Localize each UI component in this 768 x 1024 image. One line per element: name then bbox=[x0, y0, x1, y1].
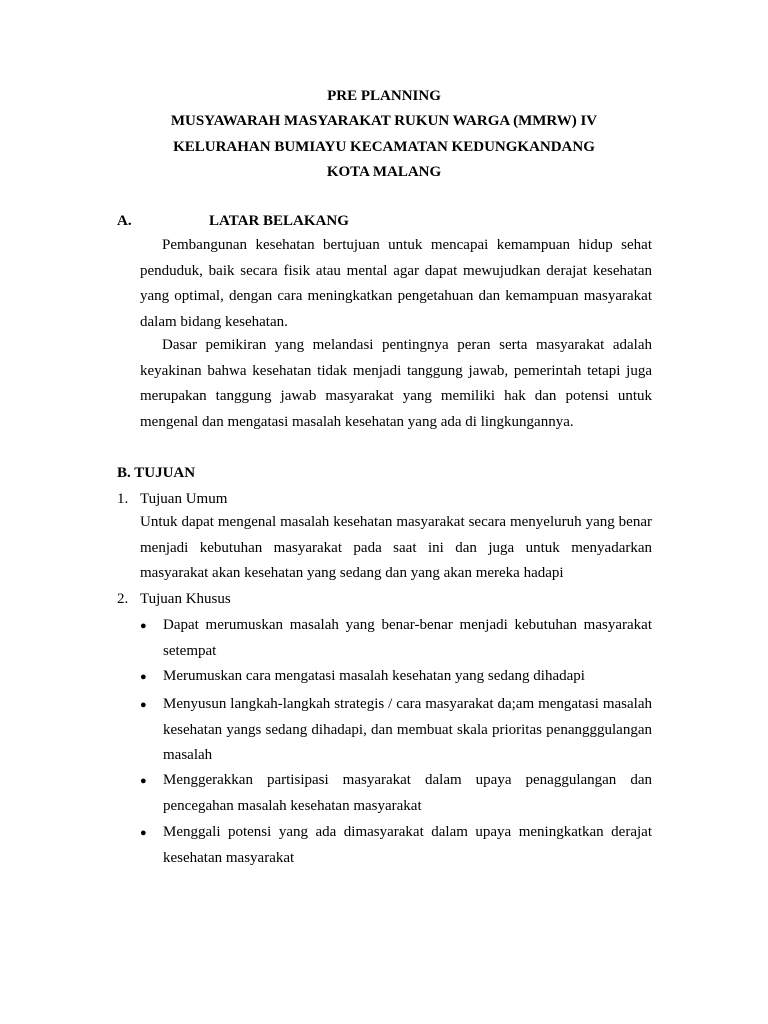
bullet-icon: ● bbox=[140, 620, 147, 632]
tujuan-umum-label: Tujuan Umum bbox=[140, 491, 228, 507]
tujuan-khusus-item-4: Menggerakkan partisipasi masyarakat dalam upaya penaggulangan dan pencegahan masalah kesehatan masyarakat bbox=[163, 772, 652, 814]
doc-title-line-4: KOTA MALANG bbox=[326, 164, 442, 180]
bullet-icon: ● bbox=[140, 827, 147, 839]
tujuan-khusus-item-3: Menyusun langkah-langkah strategis / cara masyarakat da;am mengatasi masalah kesehatan yangs sedang dihadapi, dan membuat skala prioritas penangggulangan masalah bbox=[163, 696, 652, 764]
tujuan-umum-text: Untuk dapat mengenal masalah kesehatan masyarakat secara menyeluruh yang benar menjadi kebutuhan masyarakat pada saat ini dan juga untuk menyadarkan masyarakat akan kesehatan yang sedang dan yang akan mereka hadapi bbox=[140, 514, 652, 582]
section-a-heading: LATAR BELAKANG bbox=[209, 213, 349, 229]
section-a-letter: A. bbox=[117, 213, 132, 229]
doc-title-line-1: PRE PLANNING bbox=[327, 88, 441, 104]
tujuan-khusus-item-2: Merumuskan cara mengatasi masalah kesehatan yang sedang dihadapi bbox=[163, 668, 585, 684]
doc-title-line-3: KELURAHAN BUMIAYU KECAMATAN KEDUNGKANDANG bbox=[173, 139, 595, 155]
section-b-heading: B. TUJUAN bbox=[117, 465, 196, 481]
section-a-paragraph-1: Pembangunan kesehatan bertujuan untuk mencapai kemampuan hidup sehat penduduk, baik secara fisik atau mental agar dapat mewujudkan derajat kesehatan yang optimal, dengan cara meningkatkan pengetahuan dan kemampuan masyarakat dalam bidang kesehatan. bbox=[140, 237, 652, 331]
list-number-2: 2. bbox=[117, 591, 129, 607]
list-number-1: 1. bbox=[117, 491, 129, 507]
tujuan-khusus-label: Tujuan Khusus bbox=[140, 591, 231, 607]
tujuan-khusus-item-5: Menggali potensi yang ada dimasyarakat dalam upaya meningkatkan derajat kesehatan masyarakat bbox=[163, 824, 652, 866]
tujuan-khusus-item-1: Dapat merumuskan masalah yang benar-benar menjadi kebutuhan masyarakat setempat bbox=[163, 617, 652, 659]
bullet-icon: ● bbox=[140, 699, 147, 711]
bullet-icon: ● bbox=[140, 671, 147, 683]
doc-title-line-2: MUSYAWARAH MASYARAKAT RUKUN WARGA (MMRW) IV bbox=[170, 113, 598, 129]
section-a-paragraph-2: Dasar pemikiran yang melandasi pentingnya peran serta masyarakat adalah keyakinan bahwa kesehatan tidak menjadi tanggung jawab, pemerintah tetapi juga merupakan tanggung jawab masyarakat yang memiliki hak dan potensi untuk mengenal dan mengatasi masalah kesehatan yang ada di lingkungannya. bbox=[140, 337, 652, 431]
bullet-icon: ● bbox=[140, 775, 147, 787]
